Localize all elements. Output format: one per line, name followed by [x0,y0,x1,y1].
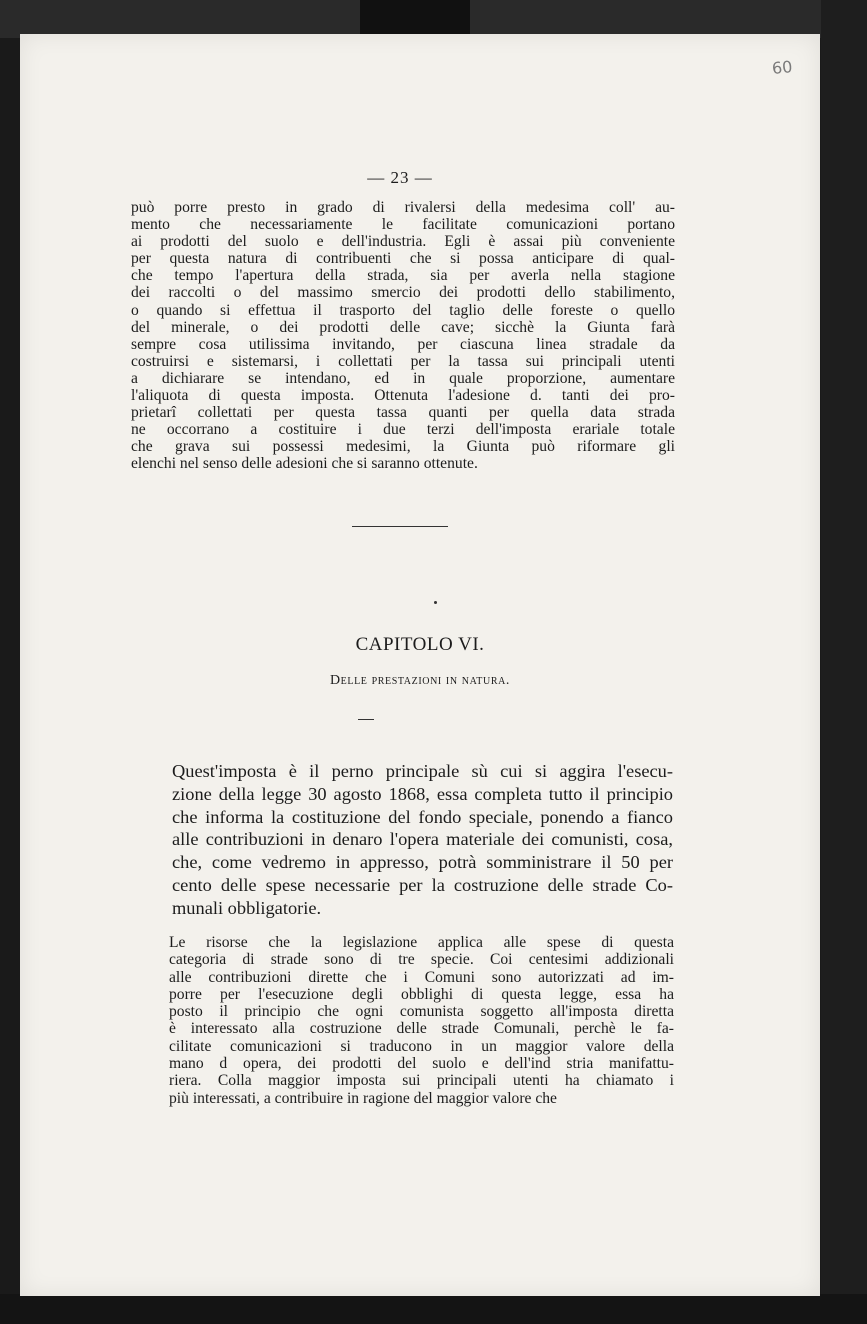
text-line: che, come vedremo in appresso, potrà somministrare il 50 per [172,852,673,873]
text-line: del minerale, o dei prodotti delle cave; sicchè la Giunta farà [131,318,675,336]
text-line: è interessato alla costruzione delle strade Comunali, perchè le fa- [169,1020,674,1038]
section-divider [352,526,448,527]
text-line: che informa la costituzione del fondo speciale, ponendo a fianco [172,806,673,827]
print-dot [434,601,437,604]
text-line: costruirsi e sistemarsi, i collettati per la tassa sui principali utenti [131,352,675,370]
text-line: l'aliquota di questa imposta. Ottenuta l'adesione d. tanti dei pro- [131,387,675,405]
text-line: elenchi nel senso delle adesioni che si saranno ottenute. [131,455,478,473]
paragraph-intro [130,760,673,920]
text-line: ai prodotti del suolo e dell'industria. Egli è assai più conveniente [131,233,675,251]
chapter-dash [358,719,374,720]
text-line: cento delle spese necessarie per la costruzione delle strade Co- [172,874,673,895]
text-line: che grava sui possessi medesimi, la Giunta può riformare gli [131,438,675,456]
text-line: sempre cosa utilissima invitando, per ciascuna linea stradale da [131,335,675,353]
text-line: Le risorse che la legislazione applica alle spese di questa [169,934,674,951]
text-line: a dichiarare se intendano, ed in quale proporzione, aumentare [131,369,675,387]
text-line: può porre presto in grado di rivalersi della medesima coll' au- [131,199,675,216]
text-line: alle contribuzioni in denaro l'opera materiale dei comunisti, cosa, [172,829,673,850]
text-line: porre per l'esecuzione degli obblighi di questa legge, essa ha [169,985,674,1003]
text-line: Quest'imposta è il perno principale sù cui si aggira l'esecu- [172,761,673,781]
text-line: mento che necessariamente le facilitate comunicazioni portano [131,216,675,234]
text-line: che tempo l'apertura della strada, sia per averla nella stagione [131,267,675,285]
text-line: categoria di strade sono di tre specie. Coi centesimi addizionali [169,951,674,969]
scan-right-border [821,0,867,1324]
text-line: per questa natura di contribuenti che si possa anticipare di qual- [131,250,675,268]
text-line: ne occorrano a costituire i due terzi dell'imposta erariale totale [131,421,675,439]
text-line: prietarî collettati per questa tassa quanti per quella data strada [131,404,675,422]
text-line: mano d opera, dei prodotti del suolo e dell'ind stria manifattu- [169,1055,674,1073]
chapter-subtitle: Delle prestazioni in natura. [329,673,511,688]
text-line: posto il principio che ogni comunista soggetto all'imposta diretta [169,1003,674,1021]
page-number: — 23 — [367,168,433,187]
chapter-title: CAPITOLO VI. [355,634,485,655]
text-line: o quando si effettua il trasporto del taglio delle foreste o quello [131,301,675,319]
text-line: munali obbligatorie. [172,897,322,918]
paragraph-resources [130,934,674,1107]
text-line: dei raccolti o del massimo smercio dei prodotti dello stabilimento, [131,284,675,302]
handwritten-page-number: 60 [771,56,794,79]
text-line: alle contribuzioni dirette che i Comuni sono autorizzati ad im- [169,968,674,986]
paragraph-continuation [131,199,675,473]
scan-fold-shadow [360,0,470,38]
text-line: riera. Colla maggior imposta sui principali utenti ha chiamato i [169,1072,674,1090]
scan-top-border [0,0,867,38]
text-line: cilitate comunicazioni si traducono in un maggior valore della [169,1037,674,1055]
scan-bottom-border [0,1294,867,1324]
text-line: più interessati, a contribuire in ragione del maggior valore che [169,1089,557,1107]
text-line: zione della legge 30 agosto 1868, essa completa tutto il principio [172,783,673,804]
